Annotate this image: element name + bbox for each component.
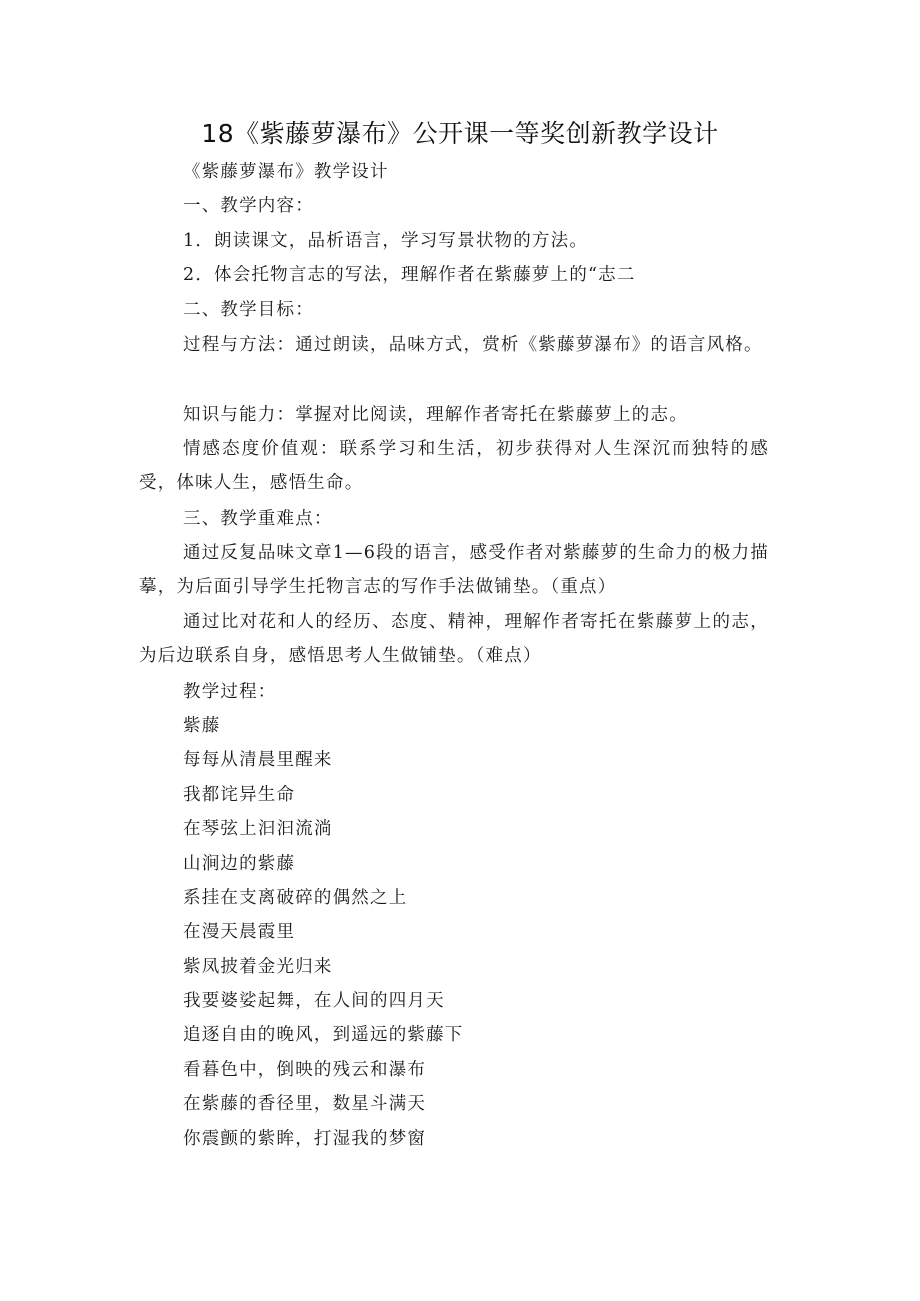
poem-line: 看暮色中，倒映的残云和瀑布	[183, 1060, 427, 1080]
poem-line: 系挂在支离破碎的偶然之上	[183, 888, 408, 908]
content-item: 1．朗读课文，品析语言，学习写景状物的方法。	[183, 231, 589, 251]
goal-emotion-paragraph: 情感态度价值观：联系学习和生活，初步获得对人生深沉而独特的感受，体味人生，感悟生命。	[139, 439, 769, 493]
document-subtitle: 《紫藤萝瀑布》教学设计	[183, 162, 389, 182]
poem-line: 我要婆娑起舞，在人间的四月天	[183, 991, 445, 1011]
poem-line: 每每从清晨里醒来	[183, 750, 333, 770]
poem-line: 在漫天晨霞里	[183, 922, 296, 942]
poem-line: 你震颤的紫眸，打湿我的梦窗	[183, 1129, 427, 1149]
section-heading-process: 教学过程：	[183, 682, 277, 702]
poem-line: 追逐自由的晚风，到遥远的紫藤下	[183, 1025, 464, 1045]
poem-line: 紫凤披着金光归来	[183, 957, 333, 977]
section-heading-content: 一、教学内容：	[183, 196, 314, 216]
section-heading-key-points: 三、教学重难点：	[183, 509, 333, 529]
poem-line: 紫藤	[183, 716, 221, 736]
poem-line: 在紫藤的香径里，数星斗满天	[183, 1094, 427, 1114]
poem-line: 我都诧异生命	[183, 785, 296, 805]
section-heading-goals: 二、教学目标：	[183, 300, 314, 320]
poem-line: 在琴弦上汩汩流淌	[183, 819, 333, 839]
goal-process-paragraph: 过程与方法：通过朗读，品味方式，赏析《紫藤萝瀑布》的语言风格。	[183, 335, 763, 355]
document-title: 18《紫藤萝瀑布》公开课一等奖创新教学设计	[201, 119, 719, 148]
content-item: 2．体会托物言志的写法，理解作者在紫藤萝上的“志二	[183, 265, 636, 285]
poem-line: 山涧边的紫藤	[183, 854, 296, 874]
goal-knowledge-paragraph: 知识与能力：掌握对比阅读，理解作者寄托在紫藤萝上的志。	[183, 405, 688, 425]
difficult-point-paragraph: 通过比对花和人的经历、态度、精神，理解作者寄托在紫藤萝上的志，为后边联系自身，感悟思考人生做铺垫。（难点）	[139, 612, 769, 666]
key-point-paragraph: 通过反复品味文章1—6段的语言，感受作者对紫藤萝的生命力的极力描摹，为后面引导学生托物言志的写作手法做铺垫。（重点）	[139, 543, 769, 597]
